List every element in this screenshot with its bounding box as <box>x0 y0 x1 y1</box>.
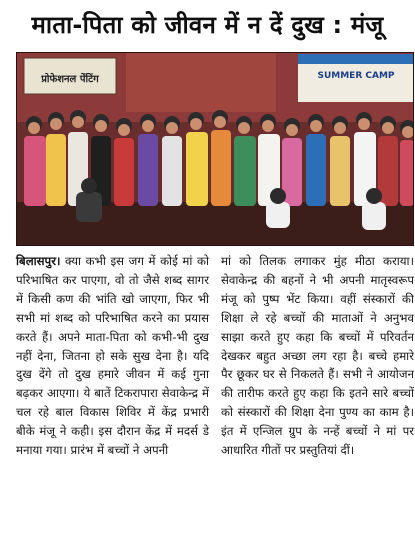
column-1-text: क्या कभी इस जग में कोई मां को परिभाषित कर पाएगा, वो तो जैसे शब्द सागर में किसी कण की भांति खो जाएगा, फिर भी सभी मां शब्द को परिभाषित करने का प्रयास करते हैं। अपने माता-पिता को कभी-भी दुख नहीं देना, जितना हो सके सुख देना है। यदि दुख देंगे तो दुख हमारे जीवन में कई गुना बढ़कर आएगा। ये बातें टिकरापारा सेवाकेन्द्र में चल रहे बाल विकास शिविर में केंद्र प्रभारी बीके मंजू ने कही। इस दौरान केंद्र में मदर्स डे मनाया गया। प्रारंभ में बच्चों ने अपनी <box>16 254 209 458</box>
article-column-1 <box>16 252 209 558</box>
news-photo <box>16 52 414 246</box>
photo-illustration <box>16 52 414 246</box>
banner-right <box>298 54 414 102</box>
article-body <box>16 252 415 558</box>
banner-right-text: SUMMER CAMP <box>317 71 395 81</box>
article-column-2 <box>221 252 414 558</box>
dateline: बिलासपुर। <box>16 254 61 268</box>
headline: माता-पिता को जीवन में न दें दुख : मंजू <box>31 10 384 39</box>
paragraph-2: मां को तिलक लगाकर मुंह मीठा कराया। सेवाकेन्द्र की बहनों ने भी अपनी मातृस्वरूप मंजू को पुष्प भेंट किया। वहीं संस्कारों की शिक्षा ले रहे बच्चों की माताओं ने अनुभव साझा करते हुए कहा कि बच्चों में परिवर्तन देखकर बहुत अच्छा लग रहा है। बच्चे हमारे पैर छूकर घर से निकलते हैं। सभी ने आयोजन की तारीफ करते हुए कहा कि इतने सारे बच्चों को संस्कारों की शिक्षा देना पुण्य का काम है। इंत में एन्जिल ग्रुप के नन्हें बच्चों ने मां पर आधारित गीतों पर प्रस्तुतियां दीं। <box>221 254 414 458</box>
banner-left-text: प्रोफेशनल पेंटिंग <box>41 74 99 85</box>
paragraph-1 <box>16 252 209 460</box>
banner-left <box>24 58 116 94</box>
